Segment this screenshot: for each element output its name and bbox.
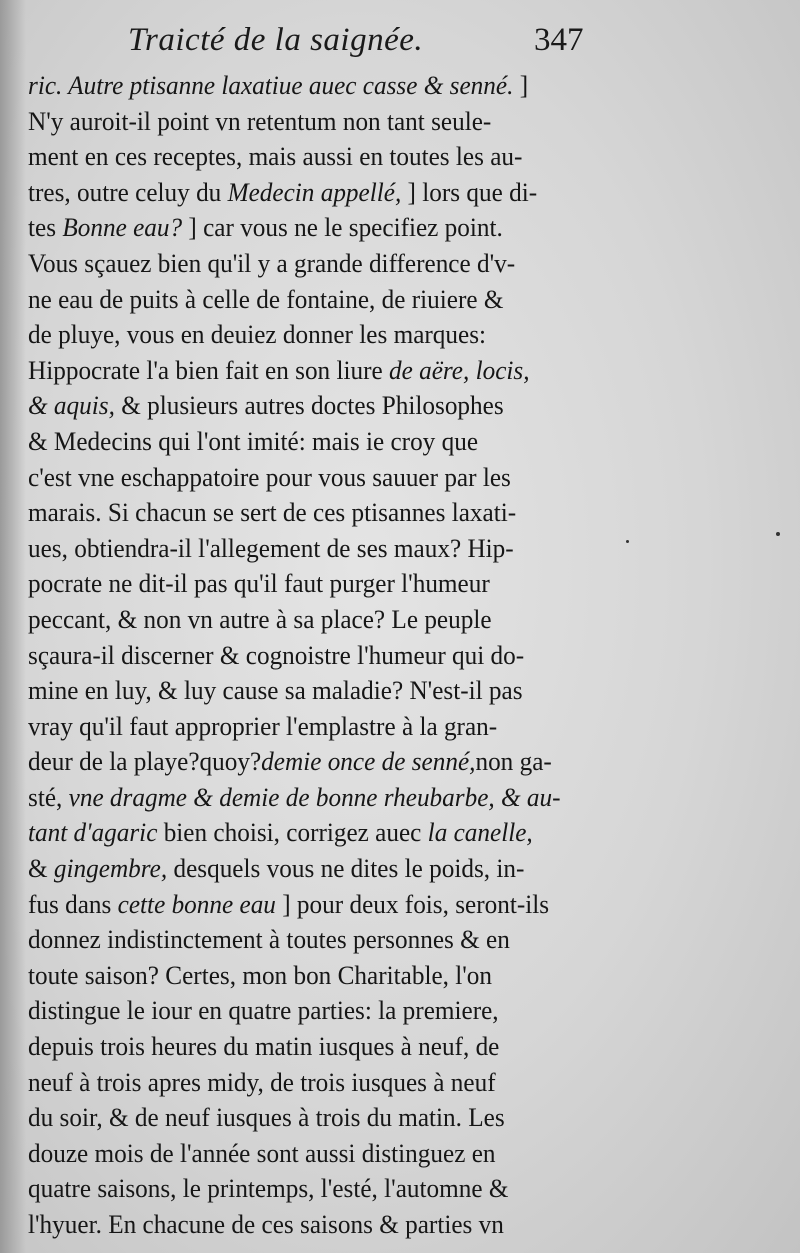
text-segment: marais. Si chacun se sert de ces ptisannes laxati- bbox=[28, 498, 517, 528]
text-segment: Hippocrate l'a bien fait en son liure bbox=[28, 355, 390, 385]
text-segment: l'hyuer. En chacune de ces saisons & parties vn bbox=[28, 1210, 504, 1239]
italic-segment: tant d'agaric bbox=[28, 818, 158, 848]
text-segment: pocrate ne dit-il pas qu'il faut purger l'humeur bbox=[28, 569, 490, 599]
text-line bbox=[28, 1207, 610, 1243]
text-segment: ] bbox=[513, 71, 529, 100]
text-line bbox=[28, 68, 610, 104]
running-title: Traicté de la saignée. bbox=[128, 22, 424, 58]
text-line bbox=[28, 638, 610, 674]
italic-segment: cette bonne eau bbox=[117, 889, 276, 919]
text-line bbox=[28, 1100, 610, 1136]
italic-segment: ric. bbox=[28, 71, 69, 100]
italic-segment: vne dragme & demie de bonne rheubarbe, & au- bbox=[68, 782, 561, 812]
text-line bbox=[28, 1065, 610, 1101]
page-number: 347 bbox=[534, 22, 584, 58]
italic-segment: gingembre, bbox=[53, 854, 168, 884]
text-segment: Vous sçauez bien qu'il y a grande difference d'v- bbox=[28, 248, 516, 278]
text-segment: N'y auroit-il point vn retentum non tant seule- bbox=[28, 106, 492, 136]
text-line bbox=[28, 815, 610, 851]
text-line bbox=[28, 673, 610, 709]
text-segment: & Medecins qui l'ont imité: mais ie croy que bbox=[28, 426, 479, 456]
text-segment: & plusieurs autres doctes Philosophes bbox=[114, 391, 504, 421]
text-segment: de pluye, vous en deuiez donner les marques: bbox=[28, 320, 487, 350]
text-line bbox=[28, 887, 610, 923]
text-line bbox=[28, 139, 610, 175]
text-line bbox=[28, 317, 610, 353]
text-line bbox=[28, 388, 610, 424]
text-segment: & bbox=[28, 854, 54, 884]
text-line bbox=[28, 602, 610, 638]
italic-segment: de aëre, locis, bbox=[389, 355, 530, 385]
text-line bbox=[28, 780, 610, 816]
text-line bbox=[28, 1171, 610, 1207]
text-segment: sçaura-il discerner & cognoistre l'humeur qui do- bbox=[28, 640, 525, 670]
text-line bbox=[28, 709, 610, 745]
text-segment: mine en luy, & luy cause sa maladie? N'est-il pas bbox=[28, 676, 523, 706]
text-segment: tres, outre celuy du bbox=[28, 177, 228, 207]
italic-segment: Autre ptisanne laxatiue auec casse & senné. bbox=[68, 71, 514, 100]
text-segment: ne eau de puits à celle de fontaine, de riuiere & bbox=[28, 284, 504, 314]
text-line bbox=[28, 104, 610, 140]
text-line bbox=[28, 282, 610, 318]
text-segment: distingue le iour en quatre parties: la premiere, bbox=[28, 996, 499, 1026]
text-line bbox=[28, 353, 610, 389]
text-segment: neuf à trois apres midy, de trois iusques à neuf bbox=[28, 1067, 496, 1097]
text-line bbox=[28, 460, 610, 496]
binding-shadow bbox=[0, 0, 26, 1253]
italic-segment: la canelle, bbox=[427, 818, 533, 848]
text-segment: fus dans bbox=[28, 889, 118, 919]
text-segment: douze mois de l'année sont aussi distinguez en bbox=[28, 1138, 496, 1168]
text-line bbox=[28, 424, 610, 460]
text-segment: ] pour deux fois, seront-ils bbox=[275, 889, 550, 919]
text-segment: du soir, & de neuf iusques à trois du matin. Les bbox=[28, 1103, 505, 1133]
text-line bbox=[28, 210, 610, 246]
text-segment: c'est vne eschappatoire pour vous sauuer par les bbox=[28, 462, 511, 492]
page-header bbox=[128, 22, 608, 72]
text-segment: tes bbox=[28, 213, 63, 243]
text-segment: toute saison? Certes, mon bon Charitable, l'on bbox=[28, 960, 493, 990]
text-segment: depuis trois heures du matin iusques à neuf, de bbox=[28, 1032, 500, 1062]
body-text bbox=[28, 68, 628, 1243]
text-segment: ] lors que di- bbox=[401, 177, 538, 207]
text-line bbox=[28, 958, 610, 994]
text-segment: ues, obtiendra-il l'allegement de ses maux? Hip- bbox=[28, 533, 514, 563]
italic-segment: demie once de senné, bbox=[261, 747, 476, 777]
text-line bbox=[28, 922, 610, 958]
text-segment: donnez indistinctement à toutes personnes & en bbox=[28, 925, 510, 955]
text-line bbox=[28, 744, 610, 780]
text-line bbox=[28, 993, 610, 1029]
text-segment: desquels vous ne dites le poids, in- bbox=[167, 854, 525, 884]
ink-speck bbox=[626, 540, 629, 543]
text-segment: deur de la playe?quoy? bbox=[28, 747, 262, 777]
text-segment: sté, bbox=[28, 782, 69, 812]
text-segment: peccant, & non vn autre à sa place? Le peuple bbox=[28, 604, 492, 634]
italic-segment: Bonne eau? bbox=[62, 213, 183, 243]
text-line bbox=[28, 1136, 610, 1172]
text-line bbox=[28, 851, 610, 887]
text-segment: vray qu'il faut approprier l'emplastre à la gran- bbox=[28, 711, 498, 741]
text-segment: quatre saisons, le printemps, l'esté, l'automne & bbox=[28, 1174, 509, 1204]
text-line bbox=[28, 246, 610, 282]
italic-segment: & aquis, bbox=[28, 391, 115, 421]
ink-speck bbox=[776, 532, 780, 536]
text-segment: bien choisi, corrigez auec bbox=[157, 818, 428, 848]
text-segment: non ga- bbox=[475, 747, 552, 777]
text-line bbox=[28, 531, 610, 567]
text-segment: ment en ces receptes, mais aussi en toutes les au- bbox=[28, 142, 523, 172]
text-line bbox=[28, 175, 610, 211]
text-line bbox=[28, 1029, 610, 1065]
text-segment: ] car vous ne le specifiez point. bbox=[182, 213, 503, 243]
text-line bbox=[28, 495, 610, 531]
italic-segment: Medecin appellé, bbox=[227, 177, 402, 207]
text-line bbox=[28, 566, 610, 602]
